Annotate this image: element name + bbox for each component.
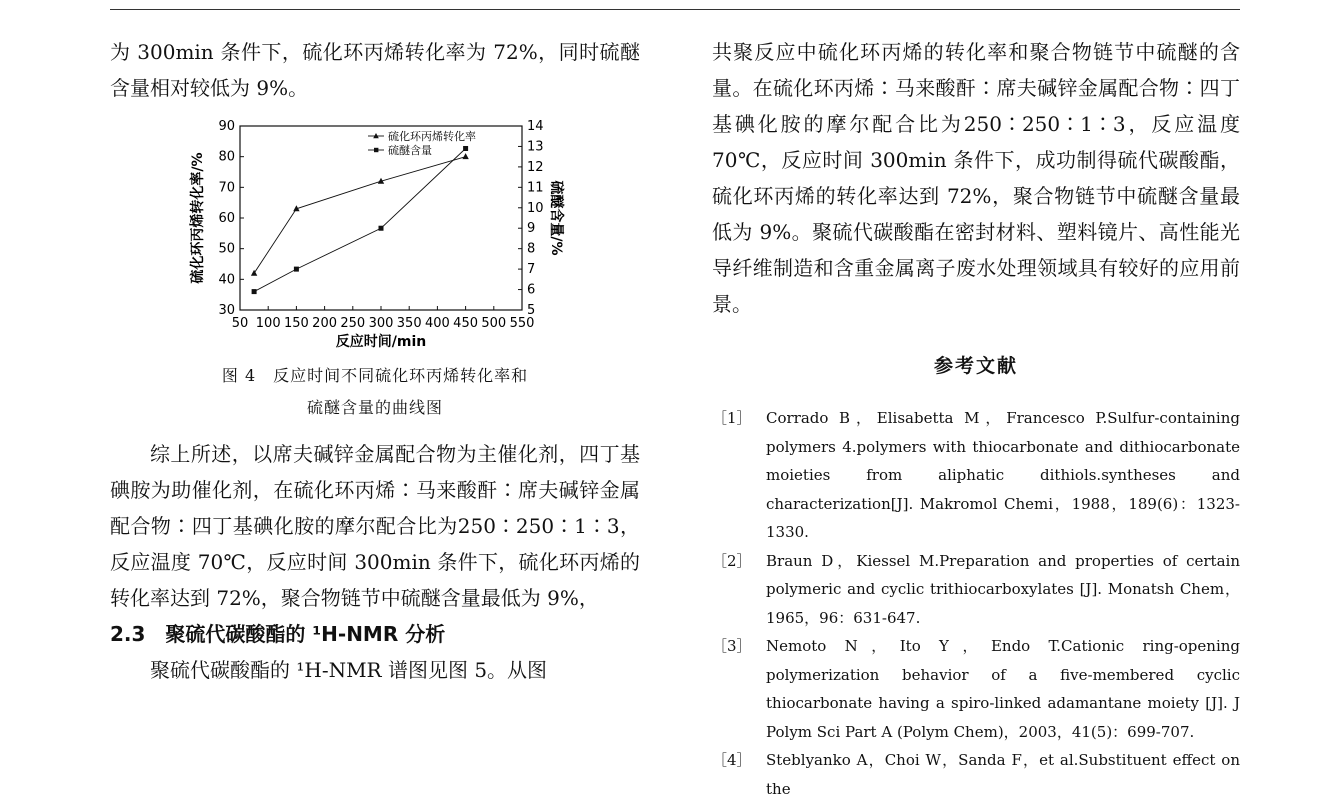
x-tick-label: 300: [368, 316, 394, 331]
series-line-2: [254, 148, 466, 291]
y2-tick-label: 7: [527, 262, 536, 278]
plot-frame: [240, 126, 522, 310]
caption-line: 硫醚含量的曲线图: [306, 398, 443, 417]
y2-tick-label: 6: [527, 282, 536, 298]
legend-label: 硫醚含量: [388, 144, 432, 157]
y2-tick-label: 12: [527, 159, 544, 175]
data-point: [294, 267, 299, 272]
reference-item: [712, 632, 1240, 746]
legend-label: 硫化环丙烯转化率: [388, 130, 476, 143]
reference-text: Nemoto N，Ito Y，Endo T.Cationic ring-opening polymerization behavior of a five-membered cyclic thiocarbonate having a spiro-linked adamantane moiety [J]. J Polym Sci Part A (Polym Chem)，2003，41(5)：699-707.: [766, 637, 1240, 741]
paragraph: 聚硫代碳酸酯的 ¹H-NMR 谱图见图 5。从图: [150, 658, 548, 682]
y-axis-label: 硫化环丙烯转化率/%: [190, 152, 206, 284]
caption-line: 图 4 反应时间不同硫化环丙烯转化率和: [221, 366, 529, 385]
paragraph: 为 300min 条件下，硫化环丙烯转化率为 72%，同时硫醚含量相对较低为 9%。: [110, 40, 640, 100]
paragraph: 综上所述，以席夫碱锌金属配合物为主催化剂，四丁基碘胺为助催化剂，在硫化环丙烯∶马来酸酐∶席夫碱锌金属配合物∶四丁基碘化胺的摩尔配合比为250∶250∶1∶3，反应温度 70℃，反应时间 300min 条件下，硫化环丙烯的转化率达到 72%，聚合物链节中硫醚含量最低为 9%，: [110, 442, 640, 610]
reference-number: ［1］: [712, 409, 752, 427]
references-list: [712, 404, 1240, 803]
y2-tick-label: 5: [527, 303, 536, 318]
x-tick-label: 250: [340, 316, 366, 331]
figure-4: [110, 116, 640, 352]
x-tick-label: 100: [255, 316, 281, 331]
x-tick-label: 350: [396, 316, 422, 331]
section-heading: 2.3 聚硫代碳酸酯的 ¹H-NMR 分析: [110, 622, 446, 646]
y2-tick-label: 14: [527, 119, 544, 134]
x-tick-label: 450: [453, 316, 479, 331]
figure-4-chart: [180, 116, 640, 352]
y-tick-label: 60: [218, 211, 235, 226]
x-tick-label: 500: [481, 316, 507, 331]
reference-item: [712, 746, 1240, 803]
y2-tick-label: 10: [527, 200, 544, 216]
reference-item: [712, 404, 1240, 547]
y2-tick-label: 8: [527, 241, 536, 257]
x-tick-label: 400: [424, 316, 450, 331]
reference-number: ［4］: [712, 751, 752, 769]
x-tick-label: 150: [283, 316, 309, 331]
x-axis-label: 反应时间/min: [335, 334, 427, 350]
paragraph: 共聚反应中硫化环丙烯的转化率和聚合物链节中硫醚的含量。在硫化环丙烯∶马来酸酐∶席夫碱锌金属配合物∶四丁基碘化胺的摩尔配合比为250∶250∶1∶3，反应温度 70℃，反应时间 300min 条件下，成功制得硫代碳酸酯，硫化环丙烯的转化率达到 72%，聚合物链节中硫醚含量最低为 9%。聚硫代碳酸酯在密封材料、塑料镜片、高性能光导纤维制造和含重金属离子废水处理领域具有较好的应用前景。: [712, 40, 1240, 316]
y-tick-label: 80: [218, 149, 235, 165]
x-tick-label: 200: [312, 316, 338, 331]
y2-axis-label: 硫醚含量/%: [548, 180, 564, 256]
x-tick-label: 550: [509, 316, 535, 331]
y2-tick-label: 11: [527, 180, 544, 196]
series-line-1: [254, 157, 466, 274]
data-point: [379, 226, 384, 231]
data-point: [252, 289, 257, 294]
y-tick-label: 40: [218, 272, 235, 288]
y-tick-label: 30: [218, 303, 235, 318]
reference-number: ［3］: [712, 637, 752, 655]
reference-text: Braun D，Kiessel M.Preparation and properties of certain polymeric and cyclic trithiocarboxylates [J]. Monatsh Chem，1965，96：631-647.: [766, 551, 1240, 627]
left-column: [110, 34, 640, 688]
data-point: [462, 153, 468, 159]
data-point: [463, 146, 468, 151]
x-tick-label: 50: [231, 316, 249, 331]
y-tick-label: 50: [218, 241, 235, 257]
reference-item: [712, 547, 1240, 633]
y2-tick-label: 13: [527, 139, 544, 155]
figure-caption: [110, 360, 640, 424]
y2-tick-label: 9: [527, 221, 536, 237]
right-column: [712, 34, 1240, 803]
reference-number: ［2］: [712, 551, 752, 570]
reference-text: Steblyanko A，Choi W，Sanda F，et al.Substituent effect on the: [766, 751, 1240, 798]
legend-marker: [374, 148, 378, 152]
y-tick-label: 70: [218, 180, 235, 196]
reference-text: Corrado B，Elisabetta M，Francesco P.Sulfur-containing polymers 4.polymers with thiocarbonate and dithiocarbonate moieties from aliphatic dithiols.syntheses and characterization[J]. Makromol Chemi，1988，189(6)：1323-1330.: [766, 409, 1240, 541]
header-rule: [110, 9, 1240, 10]
references-title: 参考文献: [933, 355, 1018, 377]
y-tick-label: 90: [218, 119, 235, 134]
